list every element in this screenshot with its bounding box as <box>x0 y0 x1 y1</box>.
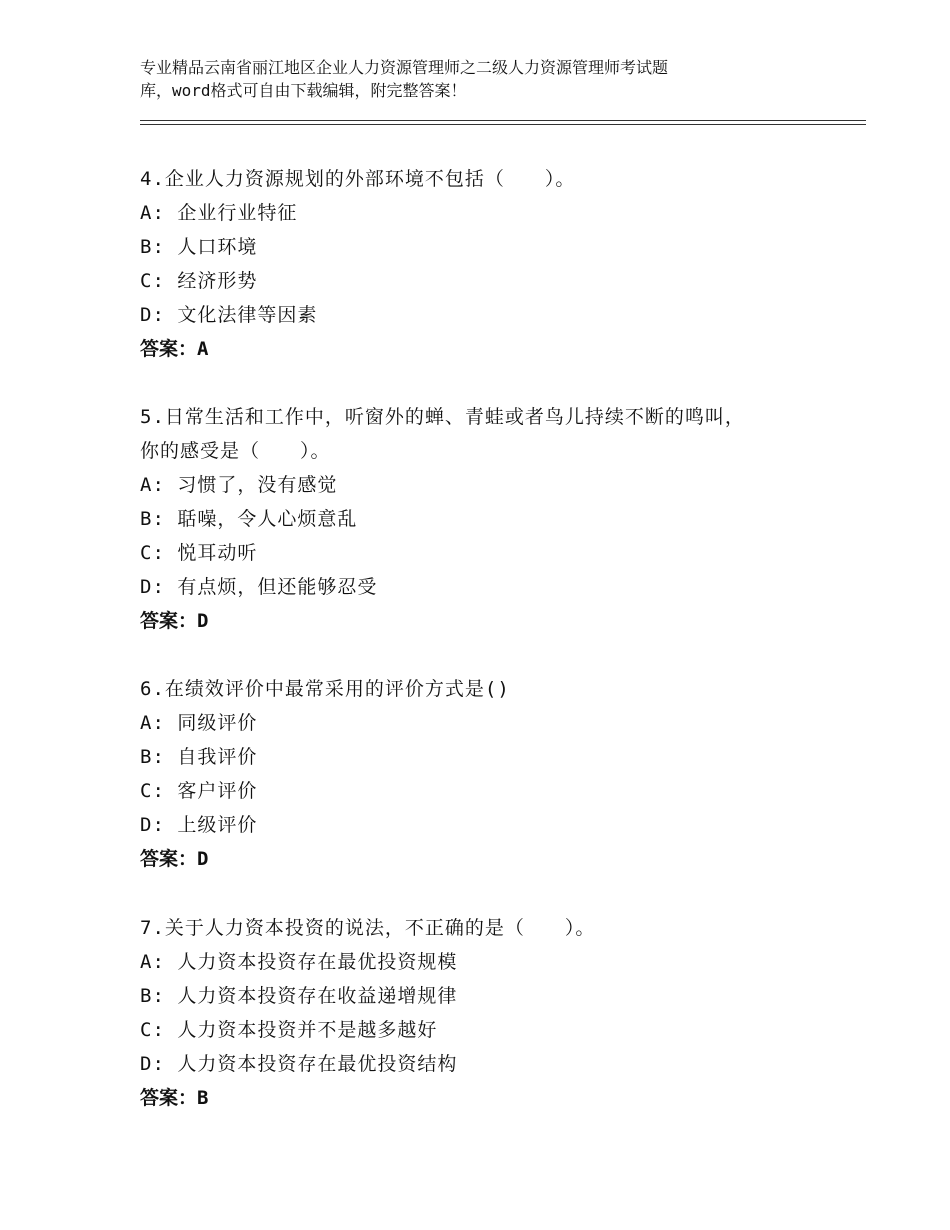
question-6 <box>140 672 840 876</box>
option-d: D: 文化法律等因素 <box>140 304 318 326</box>
option-a: A: 习惯了，没有感觉 <box>140 474 338 496</box>
answer: 答案：B <box>140 1087 209 1109</box>
option-b: B: 人口环境 <box>140 236 258 258</box>
answer: 答案：A <box>140 338 209 360</box>
option-c: C: 客户评价 <box>140 780 258 802</box>
option-d: D: 人力资本投资存在最优投资结构 <box>140 1053 458 1075</box>
option-a: A: 企业行业特征 <box>140 202 298 224</box>
option-d: D: 有点烦，但还能够忍受 <box>140 576 378 598</box>
question-stem: 6.在绩效评价中最常采用的评价方式是() <box>140 678 510 700</box>
header-line-2: 库，word格式可自由下载编辑，附完整答案！ <box>140 81 467 100</box>
option-a: A: 同级评价 <box>140 712 258 734</box>
header-divider-bottom <box>140 124 866 125</box>
option-c: C: 经济形势 <box>140 270 258 292</box>
option-c: C: 人力资本投资并不是越多越好 <box>140 1019 438 1041</box>
option-b: B: 人力资本投资存在收益递增规律 <box>140 985 458 1007</box>
header-divider-top <box>140 120 866 121</box>
question-stem: 5.日常生活和工作中，听窗外的蝉、青蛙或者鸟儿持续不断的鸣叫， <box>140 406 745 428</box>
question-7 <box>140 911 840 1115</box>
question-stem-continued: 你的感受是（ ）。 <box>140 440 331 462</box>
question-stem: 7.关于人力资本投资的说法，不正确的是（ ）。 <box>140 917 596 939</box>
question-4 <box>140 162 840 366</box>
option-c: C: 悦耳动听 <box>140 542 258 564</box>
header-line-1: 专业精品云南省丽江地区企业人力资源管理师之二级人力资源管理师考试题 <box>140 58 669 77</box>
option-a: A: 人力资本投资存在最优投资规模 <box>140 951 458 973</box>
option-d: D: 上级评价 <box>140 814 258 836</box>
document-header <box>140 56 840 102</box>
answer: 答案：D <box>140 848 209 870</box>
answer: 答案：D <box>140 610 209 632</box>
question-5 <box>140 400 840 638</box>
question-stem: 4.企业人力资源规划的外部环境不包括（ ）。 <box>140 168 576 190</box>
option-b: B: 聒噪，令人心烦意乱 <box>140 508 358 530</box>
option-b: B: 自我评价 <box>140 746 258 768</box>
